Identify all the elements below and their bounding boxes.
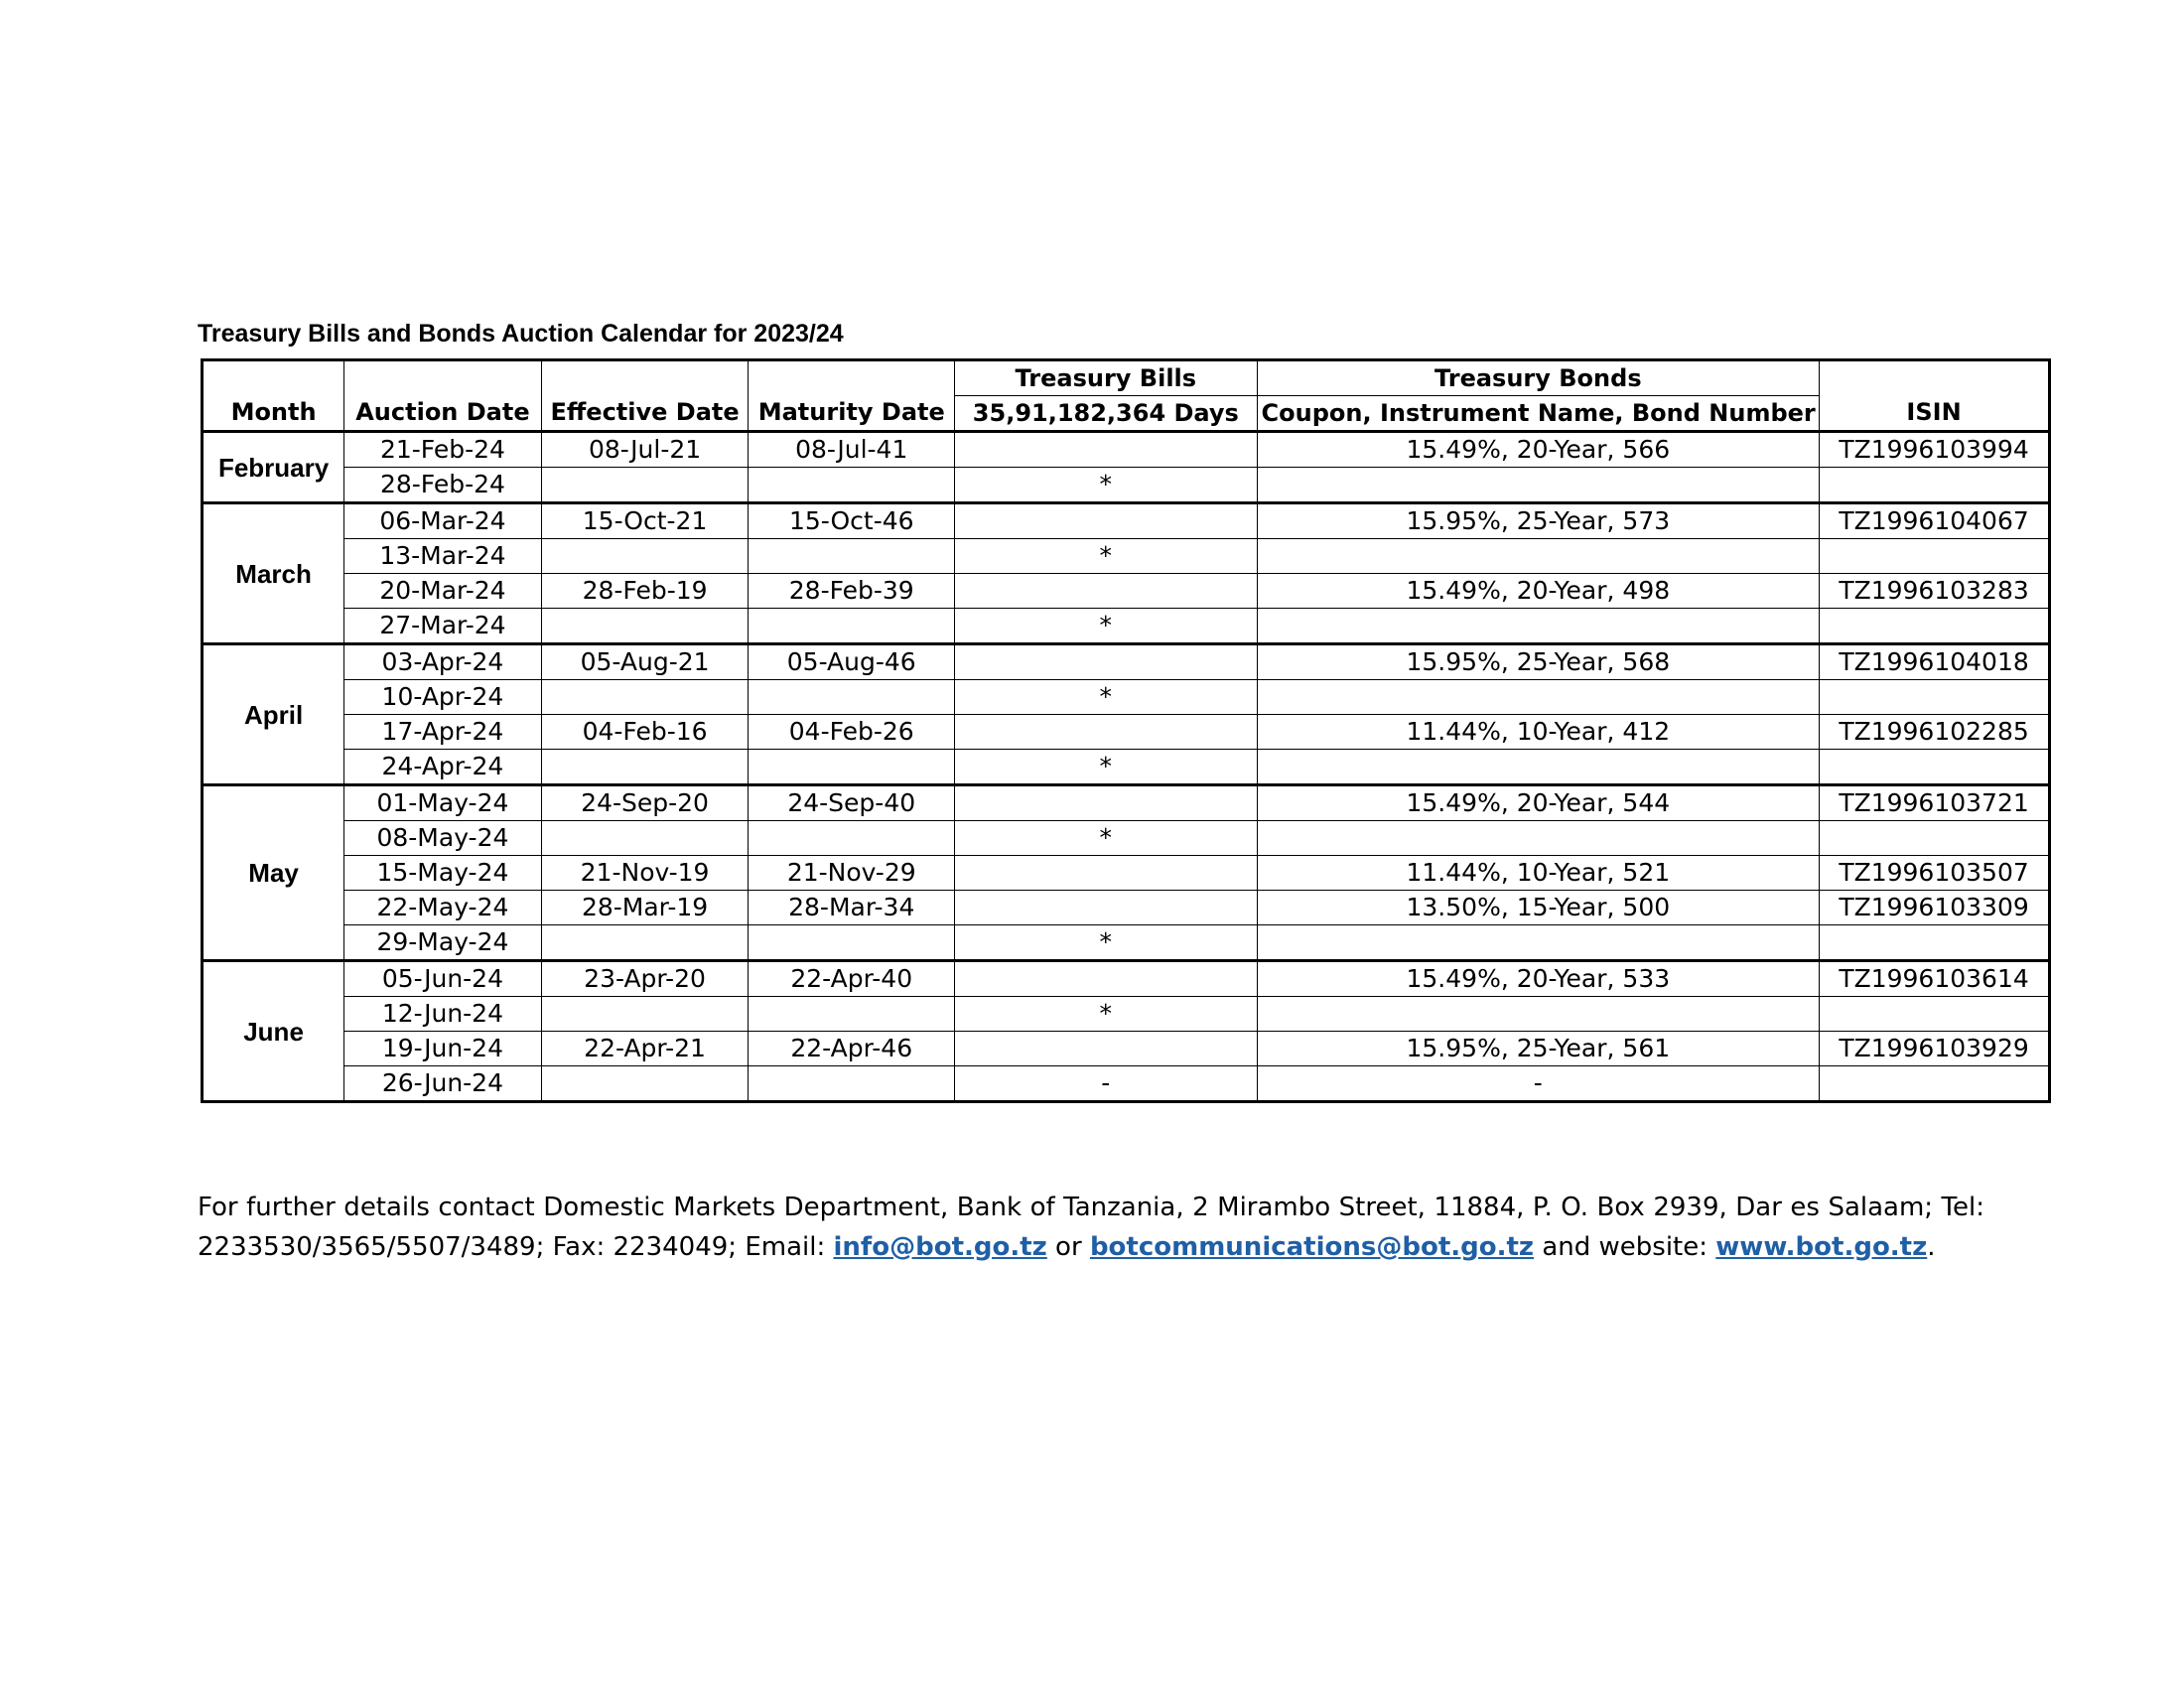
auction-date-cell: 05-Jun-24	[344, 961, 542, 997]
website-link[interactable]: www.bot.go.tz	[1715, 1232, 1928, 1262]
effective-date-cell	[541, 468, 749, 503]
auction-date-cell: 03-Apr-24	[344, 644, 542, 680]
treasury-bills-cell	[955, 715, 1257, 750]
maturity-date-cell	[749, 468, 955, 503]
table-row	[203, 539, 2050, 574]
table-row	[203, 785, 2050, 821]
treasury-bonds-cell	[1257, 750, 1820, 785]
header-treasury-bills: Treasury Bills	[955, 360, 1257, 396]
treasury-bonds-cell	[1257, 609, 1820, 644]
auction-date-cell: 22-May-24	[344, 891, 542, 925]
header-treasury-bonds: Treasury Bonds	[1257, 360, 1820, 396]
month-cell: May	[203, 785, 344, 961]
maturity-date-cell: 24-Sep-40	[749, 785, 955, 821]
effective-date-cell	[541, 925, 749, 961]
maturity-date-cell	[749, 1066, 955, 1102]
treasury-bills-cell	[955, 856, 1257, 891]
treasury-bonds-cell	[1257, 821, 1820, 856]
table-row	[203, 609, 2050, 644]
auction-calendar-table	[201, 358, 2051, 1103]
treasury-bonds-cell: 15.95%, 25-Year, 561	[1257, 1032, 1820, 1066]
maturity-date-cell: 22-Apr-46	[749, 1032, 955, 1066]
isin-cell: TZ1996103507	[1820, 856, 2050, 891]
table-row	[203, 432, 2050, 468]
auction-date-cell: 08-May-24	[344, 821, 542, 856]
effective-date-cell: 15-Oct-21	[541, 503, 749, 539]
table-row	[203, 644, 2050, 680]
treasury-bills-cell: *	[955, 680, 1257, 715]
auction-date-cell: 01-May-24	[344, 785, 542, 821]
effective-date-cell: 23-Apr-20	[541, 961, 749, 997]
isin-cell: TZ1996104067	[1820, 503, 2050, 539]
maturity-date-cell: 22-Apr-40	[749, 961, 955, 997]
month-cell: March	[203, 503, 344, 644]
maturity-date-cell: 08-Jul-41	[749, 432, 955, 468]
treasury-bonds-cell: 13.50%, 15-Year, 500	[1257, 891, 1820, 925]
month-group-april	[203, 644, 2050, 785]
isin-cell	[1820, 539, 2050, 574]
footer-text-website: and website:	[1534, 1232, 1716, 1262]
month-group-march	[203, 503, 2050, 644]
auction-date-cell: 06-Mar-24	[344, 503, 542, 539]
treasury-bills-cell	[955, 1032, 1257, 1066]
isin-cell: TZ1996103721	[1820, 785, 2050, 821]
treasury-bonds-cell: 15.95%, 25-Year, 573	[1257, 503, 1820, 539]
table-row	[203, 1066, 2050, 1102]
header-effective-date: Effective Date	[541, 360, 749, 432]
effective-date-cell: 28-Mar-19	[541, 891, 749, 925]
effective-date-cell: 21-Nov-19	[541, 856, 749, 891]
contact-footer-note	[198, 1188, 1984, 1267]
isin-cell	[1820, 1066, 2050, 1102]
month-group-june	[203, 961, 2050, 1102]
isin-cell: TZ1996102285	[1820, 715, 2050, 750]
auction-date-cell: 12-Jun-24	[344, 997, 542, 1032]
header-month: Month	[203, 360, 344, 432]
isin-cell	[1820, 925, 2050, 961]
treasury-bonds-cell: 11.44%, 10-Year, 521	[1257, 856, 1820, 891]
header-isin: ISIN	[1820, 360, 2050, 432]
table-row	[203, 468, 2050, 503]
treasury-bills-cell: *	[955, 821, 1257, 856]
effective-date-cell	[541, 750, 749, 785]
isin-cell	[1820, 680, 2050, 715]
month-cell: April	[203, 644, 344, 785]
treasury-bonds-cell: 15.49%, 20-Year, 544	[1257, 785, 1820, 821]
email-communications-link[interactable]: botcommunications@bot.go.tz	[1089, 1232, 1535, 1262]
table-row	[203, 961, 2050, 997]
auction-date-cell: 29-May-24	[344, 925, 542, 961]
maturity-date-cell: 04-Feb-26	[749, 715, 955, 750]
table-row	[203, 750, 2050, 785]
treasury-bills-cell: *	[955, 609, 1257, 644]
isin-cell: TZ1996103309	[1820, 891, 2050, 925]
maturity-date-cell	[749, 750, 955, 785]
effective-date-cell: 08-Jul-21	[541, 432, 749, 468]
effective-date-cell	[541, 997, 749, 1032]
header-bills-days: 35,91,182,364 Days	[955, 396, 1257, 432]
treasury-bonds-cell: 15.49%, 20-Year, 533	[1257, 961, 1820, 997]
maturity-date-cell: 15-Oct-46	[749, 503, 955, 539]
auction-date-cell: 20-Mar-24	[344, 574, 542, 609]
maturity-date-cell: 21-Nov-29	[749, 856, 955, 891]
table-row	[203, 997, 2050, 1032]
table-header	[203, 360, 2050, 432]
header-auction-date: Auction Date	[344, 360, 542, 432]
treasury-bills-cell: *	[955, 997, 1257, 1032]
treasury-bills-cell: *	[955, 539, 1257, 574]
auction-date-cell: 17-Apr-24	[344, 715, 542, 750]
header-maturity-date: Maturity Date	[749, 360, 955, 432]
treasury-bills-cell: -	[955, 1066, 1257, 1102]
treasury-bills-cell	[955, 574, 1257, 609]
maturity-date-cell	[749, 925, 955, 961]
month-cell: June	[203, 961, 344, 1102]
isin-cell	[1820, 997, 2050, 1032]
effective-date-cell: 28-Feb-19	[541, 574, 749, 609]
footer-text-end: .	[1927, 1232, 1936, 1262]
auction-date-cell: 10-Apr-24	[344, 680, 542, 715]
effective-date-cell: 04-Feb-16	[541, 715, 749, 750]
month-cell: February	[203, 432, 344, 503]
treasury-bonds-cell	[1257, 468, 1820, 503]
isin-cell: TZ1996103929	[1820, 1032, 2050, 1066]
effective-date-cell	[541, 539, 749, 574]
table-row	[203, 1032, 2050, 1066]
treasury-bonds-cell: 11.44%, 10-Year, 412	[1257, 715, 1820, 750]
treasury-bills-cell: *	[955, 750, 1257, 785]
treasury-bills-cell	[955, 785, 1257, 821]
footer-text-or: or	[1046, 1232, 1090, 1262]
effective-date-cell	[541, 1066, 749, 1102]
maturity-date-cell	[749, 609, 955, 644]
auction-date-cell: 26-Jun-24	[344, 1066, 542, 1102]
page-title: Treasury Bills and Bonds Auction Calendar for 2023/24	[198, 320, 844, 348]
treasury-bills-cell	[955, 891, 1257, 925]
header-bonds-detail: Coupon, Instrument Name, Bond Number	[1257, 396, 1820, 432]
effective-date-cell: 22-Apr-21	[541, 1032, 749, 1066]
maturity-date-cell	[749, 997, 955, 1032]
treasury-bonds-cell	[1257, 680, 1820, 715]
treasury-bonds-cell: 15.95%, 25-Year, 568	[1257, 644, 1820, 680]
auction-date-cell: 24-Apr-24	[344, 750, 542, 785]
isin-cell	[1820, 821, 2050, 856]
treasury-bills-cell	[955, 503, 1257, 539]
treasury-bills-cell: *	[955, 925, 1257, 961]
email-info-link[interactable]: info@bot.go.tz	[833, 1232, 1047, 1262]
auction-date-cell: 19-Jun-24	[344, 1032, 542, 1066]
table-row	[203, 925, 2050, 961]
table-row	[203, 574, 2050, 609]
table-row	[203, 821, 2050, 856]
isin-cell	[1820, 609, 2050, 644]
auction-date-cell: 15-May-24	[344, 856, 542, 891]
treasury-bonds-cell	[1257, 925, 1820, 961]
maturity-date-cell	[749, 539, 955, 574]
treasury-bills-cell	[955, 961, 1257, 997]
footer-text: For further details contact Domestic Markets Department, Bank of Tanzania, 2 Mirambo Street, 11884, P. O. Box 2939, Dar es Salaam; Tel: 2233530/3565/5507/3489; Fax: 2234049; Email:	[198, 1193, 1984, 1262]
effective-date-cell: 24-Sep-20	[541, 785, 749, 821]
treasury-bonds-cell: 15.49%, 20-Year, 566	[1257, 432, 1820, 468]
effective-date-cell	[541, 609, 749, 644]
treasury-bonds-cell: 15.49%, 20-Year, 498	[1257, 574, 1820, 609]
treasury-bills-cell	[955, 644, 1257, 680]
table-row	[203, 503, 2050, 539]
treasury-bills-cell	[955, 432, 1257, 468]
auction-date-cell: 13-Mar-24	[344, 539, 542, 574]
effective-date-cell	[541, 821, 749, 856]
table-row	[203, 856, 2050, 891]
treasury-bonds-cell	[1257, 997, 1820, 1032]
isin-cell	[1820, 750, 2050, 785]
effective-date-cell	[541, 680, 749, 715]
effective-date-cell: 05-Aug-21	[541, 644, 749, 680]
maturity-date-cell: 28-Mar-34	[749, 891, 955, 925]
table-row	[203, 715, 2050, 750]
isin-cell: TZ1996103994	[1820, 432, 2050, 468]
maturity-date-cell: 05-Aug-46	[749, 644, 955, 680]
maturity-date-cell	[749, 680, 955, 715]
auction-date-cell: 21-Feb-24	[344, 432, 542, 468]
month-group-may	[203, 785, 2050, 961]
maturity-date-cell: 28-Feb-39	[749, 574, 955, 609]
auction-date-cell: 28-Feb-24	[344, 468, 542, 503]
treasury-bonds-cell	[1257, 539, 1820, 574]
month-group-february	[203, 432, 2050, 503]
auction-date-cell: 27-Mar-24	[344, 609, 542, 644]
treasury-bills-cell: *	[955, 468, 1257, 503]
table-row	[203, 891, 2050, 925]
isin-cell: TZ1996103283	[1820, 574, 2050, 609]
table-row	[203, 680, 2050, 715]
treasury-bonds-cell: -	[1257, 1066, 1820, 1102]
maturity-date-cell	[749, 821, 955, 856]
isin-cell	[1820, 468, 2050, 503]
isin-cell: TZ1996104018	[1820, 644, 2050, 680]
isin-cell: TZ1996103614	[1820, 961, 2050, 997]
